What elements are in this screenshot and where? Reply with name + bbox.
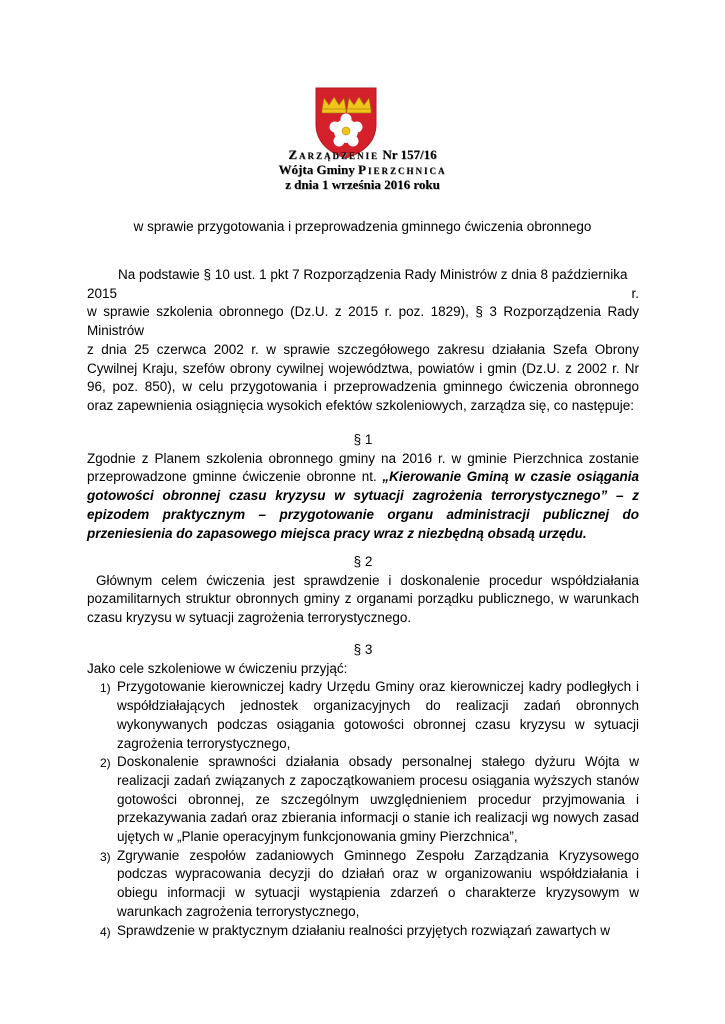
- list-item: [87, 847, 639, 922]
- list-item-text: Przygotowanie kierowniczej kadry Urzędu Gminy oraz kierowniczej kadry podległych i współdziałających jednostek organizacyjnych do realizacji zadań obronnych wykonywanych podczas osiągania gotowości obronnej czasu kryzysu w sytuacji zagrożenia terrorystycznego,: [117, 679, 639, 751]
- list-item-number: 4): [100, 924, 111, 939]
- preamble-year-suffix: r.: [631, 285, 639, 301]
- header-number: Nr 157/16: [382, 147, 437, 162]
- section-3-intro: Jako cele szkoleniowe w ćwiczeniu przyjąć:: [87, 660, 348, 676]
- preamble-line-4: Ministrów: [87, 323, 145, 339]
- header-authority: [0, 162, 725, 177]
- section-1-bold-text: „Kierowanie Gminą w czasie osiągania gotowości obronnej czasu kryzysu w sytuacji zagrożenia terrorystycznego” – z epizodem praktycznym – przygotowanie organu administracji publicznej do przeniesienia do zapasowego miejsca pracy wraz z niezbędną obsadą urzędu.: [87, 469, 639, 541]
- section-3: [87, 641, 639, 940]
- document-subject: w sprawie przygotowania i przeprowadzenia gminnego ćwiczenia obronnego: [133, 219, 592, 234]
- section-1-text: [87, 450, 639, 544]
- section-3-heading: § 3: [353, 642, 373, 657]
- section-2-heading: § 2: [353, 554, 373, 569]
- section-1: [87, 431, 639, 543]
- section-1-plain-text: Zgodnie z Planem szkolenia obronnego gminy na 2016 r. w gminie Pierzchnica zostanie przeprowadzone gminne ćwiczenie obronne nt.: [87, 450, 639, 485]
- list-item: [87, 922, 639, 941]
- list-item-text: Sprawdzenie w praktycznym działaniu realności przyjętych rozwiązań zawartych w: [117, 922, 610, 938]
- header-municipality: Pierzchnica: [358, 162, 447, 177]
- header-title: [0, 147, 725, 162]
- header-authority-prefix: Wójta Gminy: [278, 162, 355, 177]
- preamble-line-5: z dnia 25 czerwca 2002 r. w sprawie szczegółowego zakresu działania Szefa Obrony Cywilnej Kraju, szefów obrony cywilnej województwa, powiatów i gmin (Dz.U. z 2002 r. Nr 96, poz. 850), w celu przygotowania i przeprowadzenia gminnego ćwiczenia obronnego oraz zapewnienia osiągnięcia wysokich efektów szkoleniowych, zarządza się, co następuje:: [87, 341, 639, 413]
- preamble: [87, 266, 639, 416]
- document-header: [0, 147, 725, 192]
- preamble-year: 2015: [87, 285, 118, 301]
- list-item: [87, 678, 639, 753]
- preamble-line-3: w sprawie szkolenia obronnego (Dz.U. z 2015 r. poz. 1829), § 3 Rozporządzenia Rady: [87, 304, 639, 320]
- objectives-list: [87, 678, 639, 940]
- list-item-text: Doskonalenie sprawności działania obsady personalnej stałego dyżuru Wójta w realizacji zadań związanych z zapoczątkowaniem procesu osiągania wyższych stanów gotowości obronnej, ze szczególnym uwzględnieniem procedur przyjmowania i przekazywania zadań oraz zbierania informacji o stanie ich realizacji wg nowych zasad ujętych w „Planie operacyjnym funkcjonowania gminy Pierzchnica”,: [117, 754, 639, 845]
- section-2-text: Głównym celem ćwiczenia jest sprawdzenie i doskonalenie procedur współdziałania pozamilitarnych struktur obronnych gminy z organami porządku publicznego, w warunkach czasu kryzysu w sytuacji zagrożenia terrorystycznego.: [87, 572, 643, 626]
- list-item: [87, 753, 639, 847]
- list-item-number: 1): [100, 681, 111, 696]
- preamble-line-2: [87, 285, 639, 304]
- list-item-text: Zgrywanie zespołów zadaniowych Gminnego Zespołu Zarządzania Kryzysowego podczas wypracowania decyzji do działań oraz w organizowaniu współdziałania i obiegu informacji w sytuacji wystąpienia zdarzeń o charakterze kryzysowym w warunkach zagrożenia terrorystycznego,: [117, 847, 639, 919]
- section-2: [87, 553, 643, 628]
- header-title-prefix: Zarządzenie: [288, 147, 380, 162]
- preamble-line-1: Na podstawie § 10 ust. 1 pkt 7 Rozporządzenia Rady Ministrów z dnia 8 października: [118, 267, 628, 282]
- header-date: z dnia 1 września 2016 roku: [285, 177, 440, 192]
- list-item-number: 2): [100, 756, 111, 771]
- section-1-heading: § 1: [353, 432, 373, 447]
- list-item-number: 3): [100, 849, 111, 864]
